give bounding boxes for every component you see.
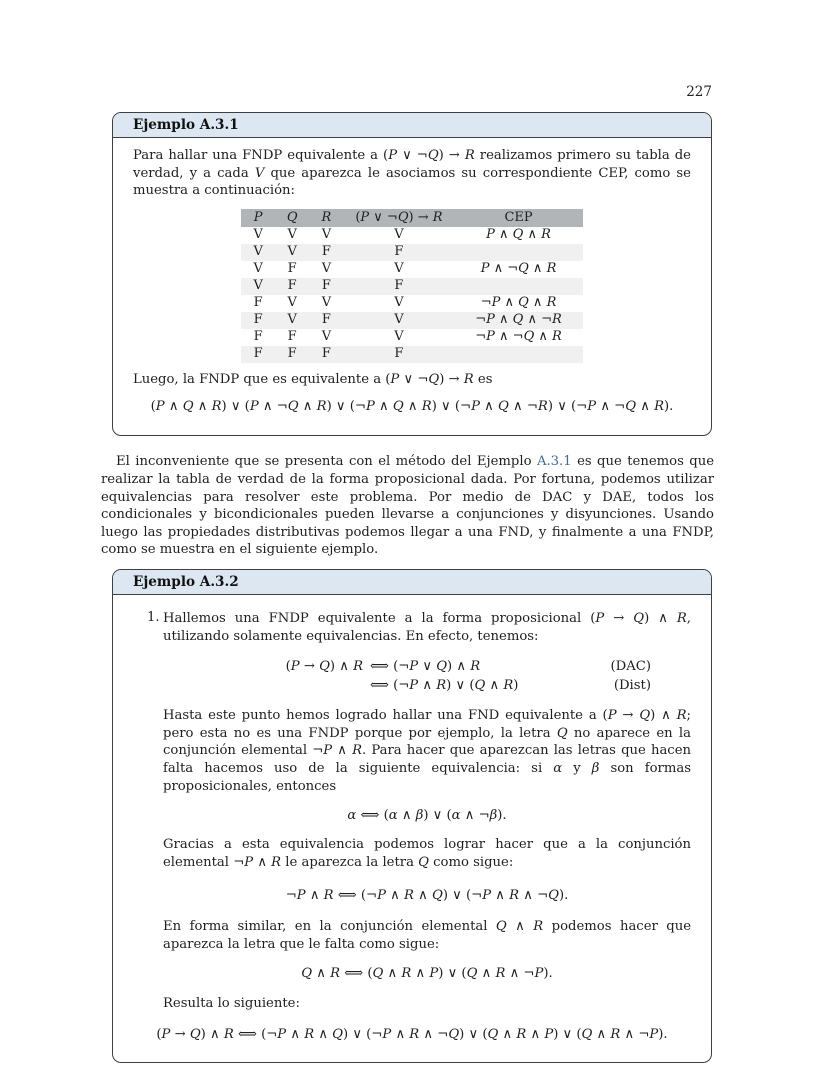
body-paragraph (101, 453, 714, 559)
table-cell: F (343, 346, 454, 363)
paragraph-text-after-link: es que tenemos que realizar la tabla de verdad de la forma proposicional dada. Por fortuna, podemos utilizar equivalencias para resolver este problema. Por medio de DAC y DAE, todos los condicionales y bicondicionales pueden llevarse a conjunciones y disyunciones. Usando luego las propiedades distributivas podemos llegar a una FND, y finalmente a una FNDP, como se muestra en el siguiente ejemplo. (101, 454, 715, 558)
table-cell: V (321, 261, 332, 277)
table-cell: V (287, 227, 297, 243)
example1-conclusion-text: Luego, la FNDP que es equivalente a (P ∨ ¬Q) → R es (133, 371, 493, 387)
derivation-lhs (163, 676, 363, 695)
table-header-cell: CEP (455, 209, 583, 227)
equation-q-and-r: Q ∧ R ⟺ (Q ∧ R ∧ P) ∨ (Q ∧ R ∧ ¬P). (301, 966, 553, 982)
table-header-cell: P (241, 209, 274, 227)
page-content (101, 112, 714, 1063)
list-item-number: 1. (147, 609, 160, 625)
example-header-a32 (113, 570, 711, 595)
table-cell (455, 244, 583, 261)
paragraph-text-before-link: El inconveniente que se presenta con el método del Ejemplo (116, 454, 537, 470)
table-cell: F (287, 329, 297, 345)
table-cell: F (343, 278, 454, 295)
table-row (241, 227, 582, 244)
table-cell: V (321, 329, 332, 345)
table-cell: F (343, 244, 454, 261)
table-header-cell: R (310, 209, 344, 227)
table-header-cell: Q (275, 209, 310, 227)
fndp-equation: (P ∧ Q ∧ R) ∨ (P ∧ ¬Q ∧ R) ∨ (¬P ∧ Q ∧ R) ∨ (¬P ∧ Q ∧ ¬R) ∨ (¬P ∧ ¬Q ∧ R). (150, 399, 674, 415)
derivation-rhs: ⟺ (¬P ∧ R) ∨ (Q ∧ R) (370, 678, 519, 694)
table-cell: F (253, 329, 263, 345)
table-cell: F (310, 346, 344, 363)
example-box-a32 (112, 569, 712, 1063)
table-cell: V (241, 278, 274, 295)
derivation-step-label: (DAC) (610, 659, 651, 675)
example-a31-reference-link[interactable]: A.3.1 (536, 454, 572, 470)
derivation-block (163, 657, 691, 695)
table-row (241, 312, 582, 329)
table-cell: V (287, 295, 297, 311)
table-row (241, 295, 582, 312)
table-cell: F (310, 312, 344, 329)
derivation-step (163, 676, 691, 695)
paragraph-fnd: Hasta este punto hemos logrado hallar una FND equivalente a (P → Q) ∧ R; pero esta no es una FNDP porque por ejemplo, la letra Q no aparece en la conjunción elemental ¬P ∧ R. Para hacer que aparezcan las letras que hacen falta hacemos uso de la siguiente equivalencia: si α y β son formas proposicionales, entonces (163, 708, 692, 794)
list-item-1 (133, 610, 691, 1013)
derivation-rhs: ⟺ (¬P ∨ Q) ∧ R (370, 659, 481, 675)
paragraph-resulta: Resulta lo siguiente: (163, 996, 300, 1012)
example1-intro-paragraph: Para hallar una FNDP equivalente a (P ∨ ¬Q) → R realizamos primero su tabla de verdad, y a cada V que aparezca le asociamos su correspondiente CEP, como se muestra a continuación: (133, 148, 691, 199)
table-cell: F (241, 346, 274, 363)
table-cell: V (394, 227, 404, 243)
table-row (241, 261, 582, 278)
table-cell: ¬P ∧ Q ∧ ¬R (455, 312, 583, 329)
table-row (241, 278, 582, 295)
derivation-step (163, 657, 691, 676)
page-number: 227 (686, 84, 712, 100)
table-cell: V (394, 295, 404, 311)
list-item-intro: Hallemos una FNDP equivalente a la forma proposicional (P → Q) ∧ R, utilizando solamente equivalencias. En efecto, tenemos: (163, 610, 691, 644)
table-cell: V (275, 244, 310, 261)
table-cell: F (310, 244, 344, 261)
table-cell: F (275, 346, 310, 363)
table-cell: V (253, 261, 263, 277)
table-cell: V (241, 244, 274, 261)
example-title-a31: Ejemplo A.3.1 (133, 117, 239, 133)
table-cell: V (321, 227, 332, 243)
table-row (241, 346, 582, 363)
table-cell: F (241, 312, 274, 329)
table-cell: V (321, 295, 332, 311)
table-cell: F (253, 295, 263, 311)
equation-alpha-beta: α ⟺ (α ∧ β) ∨ (α ∧ ¬β). (347, 808, 507, 824)
table-cell: V (253, 227, 263, 243)
paragraph-gracias: Gracias a esta equivalencia podemos lograr hacer que a la conjunción elemental ¬P ∧ R le aparezca la letra Q como sigue: (163, 837, 691, 870)
table-cell: ¬P ∧ Q ∧ R (480, 295, 557, 311)
table-cell: V (275, 312, 310, 329)
table-cell: F (310, 278, 344, 295)
table-cell: P ∧ ¬Q ∧ R (480, 261, 557, 277)
table-cell: V (394, 261, 404, 277)
final-equation: (P → Q) ∧ R ⟺ (¬P ∧ R ∧ Q) ∨ (¬P ∧ R ∧ ¬Q) ∨ (Q ∧ R ∧ P) ∨ (Q ∧ R ∧ ¬P). (156, 1027, 668, 1043)
derivation-lhs: (P → Q) ∧ R (285, 659, 363, 675)
derivation-step-label: (Dist) (613, 678, 651, 694)
paragraph-similar: En forma similar, en la conjunción elemental Q ∧ R podemos hacer que aparezca la letra que le falta como sigue: (163, 919, 691, 952)
example-title-a32: Ejemplo A.3.2 (133, 573, 239, 590)
table-cell: ¬P ∧ ¬Q ∧ R (475, 329, 562, 345)
example-header-a31 (113, 113, 711, 138)
table-row (241, 244, 582, 261)
truth-table-header-row (241, 209, 582, 227)
table-cell: P ∧ Q ∧ R (486, 227, 551, 243)
table-row (241, 329, 582, 346)
table-cell: V (394, 329, 404, 345)
table-cell (455, 278, 583, 295)
table-cell (455, 346, 583, 363)
example-box-a31 (112, 112, 712, 436)
table-header-cell: (P ∨ ¬Q) → R (343, 209, 454, 227)
table-cell: F (275, 278, 310, 295)
example-body-a32 (113, 595, 711, 1062)
truth-table (241, 209, 582, 363)
table-cell: V (343, 312, 454, 329)
table-cell: F (287, 261, 297, 277)
example-body-a31 (113, 138, 711, 435)
equation-not-p-and-r: ¬P ∧ R ⟺ (¬P ∧ R ∧ Q) ∨ (¬P ∧ R ∧ ¬Q). (285, 888, 569, 904)
